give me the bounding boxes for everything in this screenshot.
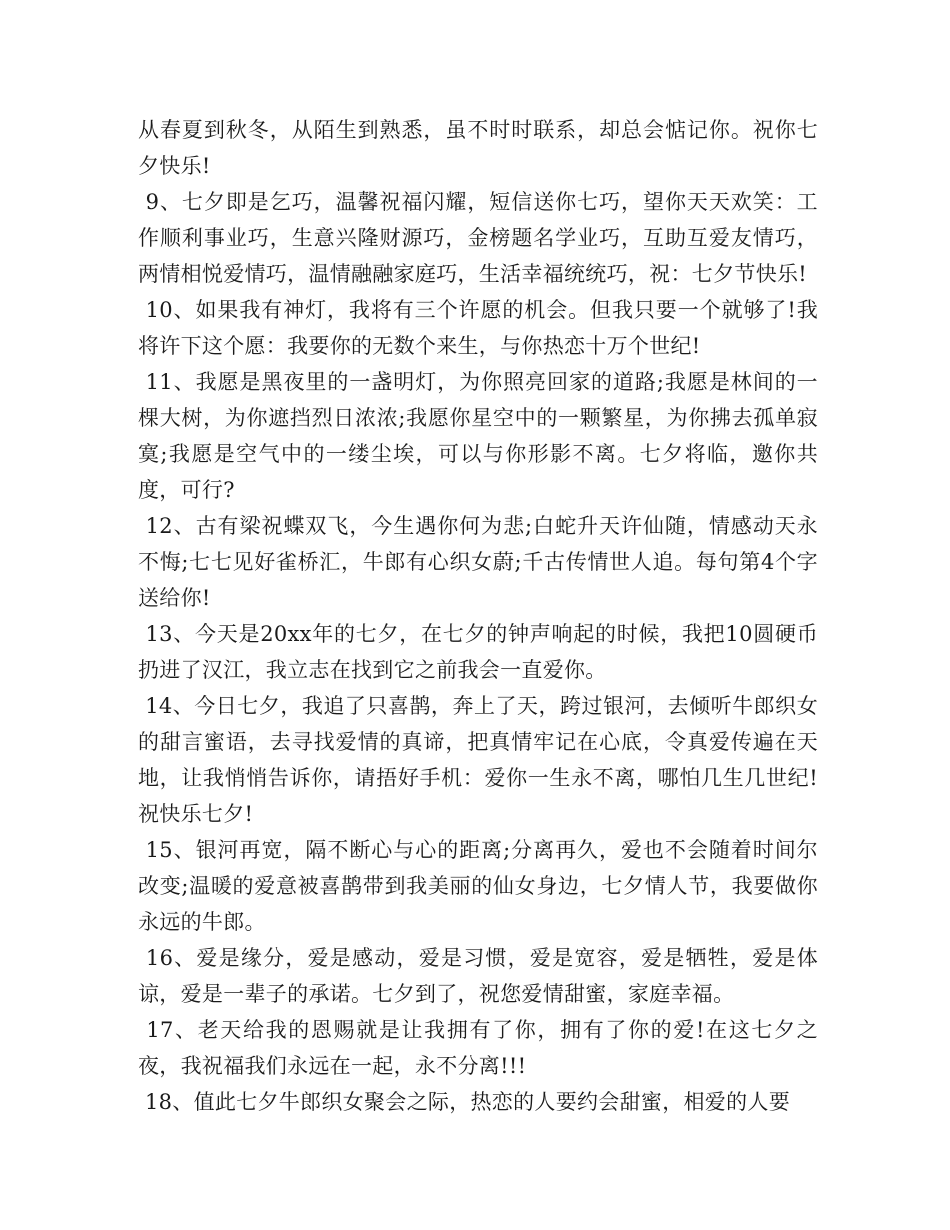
paragraph-10: 10、如果我有神灯，我将有三个许愿的机会。但我只要一个就够了!我将许下这个愿：我要你的无数个来生，与你热恋十万个世纪!: [138, 298, 818, 358]
document-body: [138, 112, 818, 1120]
paragraph-18: 18、值此七夕牛郎织女聚会之际，热恋的人要约会甜蜜，相爱的人要: [138, 1090, 791, 1114]
paragraph-continuation: 从春夏到秋冬，从陌生到熟悉，虽不时时联系，却总会惦记你。祝你七夕快乐!: [138, 118, 818, 178]
paragraph-12: 12、古有梁祝蝶双飞，今生遇你何为悲;白蛇升天许仙随，情感动天永不悔;七七见好雀桥汇，牛郎有心织女蔚;千古传情世人追。每句第4个字送给你!: [138, 514, 818, 610]
paragraph-9: 9、七夕即是乞巧，温馨祝福闪耀，短信送你七巧，望你天天欢笑：工作顺利事业巧，生意兴隆财源巧，金榜题名学业巧，互助互爱友情巧，两情相悦爱情巧，温情融融家庭巧，生活幸福统统巧，祝：七夕节快乐!: [138, 190, 818, 286]
paragraph-13: 13、今天是20xx年的七夕，在七夕的钟声响起的时候，我把10圆硬币扔进了汉江，我立志在找到它之前我会一直爱你。: [138, 622, 818, 682]
paragraph-11: 11、我愿是黑夜里的一盏明灯，为你照亮回家的道路;我愿是林间的一棵大树，为你遮挡烈日浓浓;我愿你星空中的一颗繁星，为你拂去孤单寂寞;我愿是空气中的一缕尘埃，可以与你形影不离。七夕将临，邀你共度，可行?: [138, 370, 818, 502]
paragraph-14: 14、今日七夕，我追了只喜鹊，奔上了天，跨过银河，去倾听牛郎织女的甜言蜜语，去寻找爱情的真谛，把真情牢记在心底，令真爱传遍在天地，让我悄悄告诉你，请捂好手机：爱你一生永不离，哪怕几生几世纪!祝快乐七夕!: [138, 694, 818, 826]
paragraph-17: 17、老天给我的恩赐就是让我拥有了你，拥有了你的爱!在这七夕之夜，我祝福我们永远在一起，永不分离!!!: [138, 1018, 818, 1078]
paragraph-16: 16、爱是缘分，爱是感动，爱是习惯，爱是宽容，爱是牺牲，爱是体谅，爱是一辈子的承诺。七夕到了，祝您爱情甜蜜，家庭幸福。: [138, 946, 818, 1006]
paragraph-15: 15、银河再宽，隔不断心与心的距离;分离再久，爱也不会随着时间尔改变;温暖的爱意被喜鹊带到我美丽的仙女身边，七夕情人节，我要做你永远的牛郎。: [138, 838, 818, 934]
